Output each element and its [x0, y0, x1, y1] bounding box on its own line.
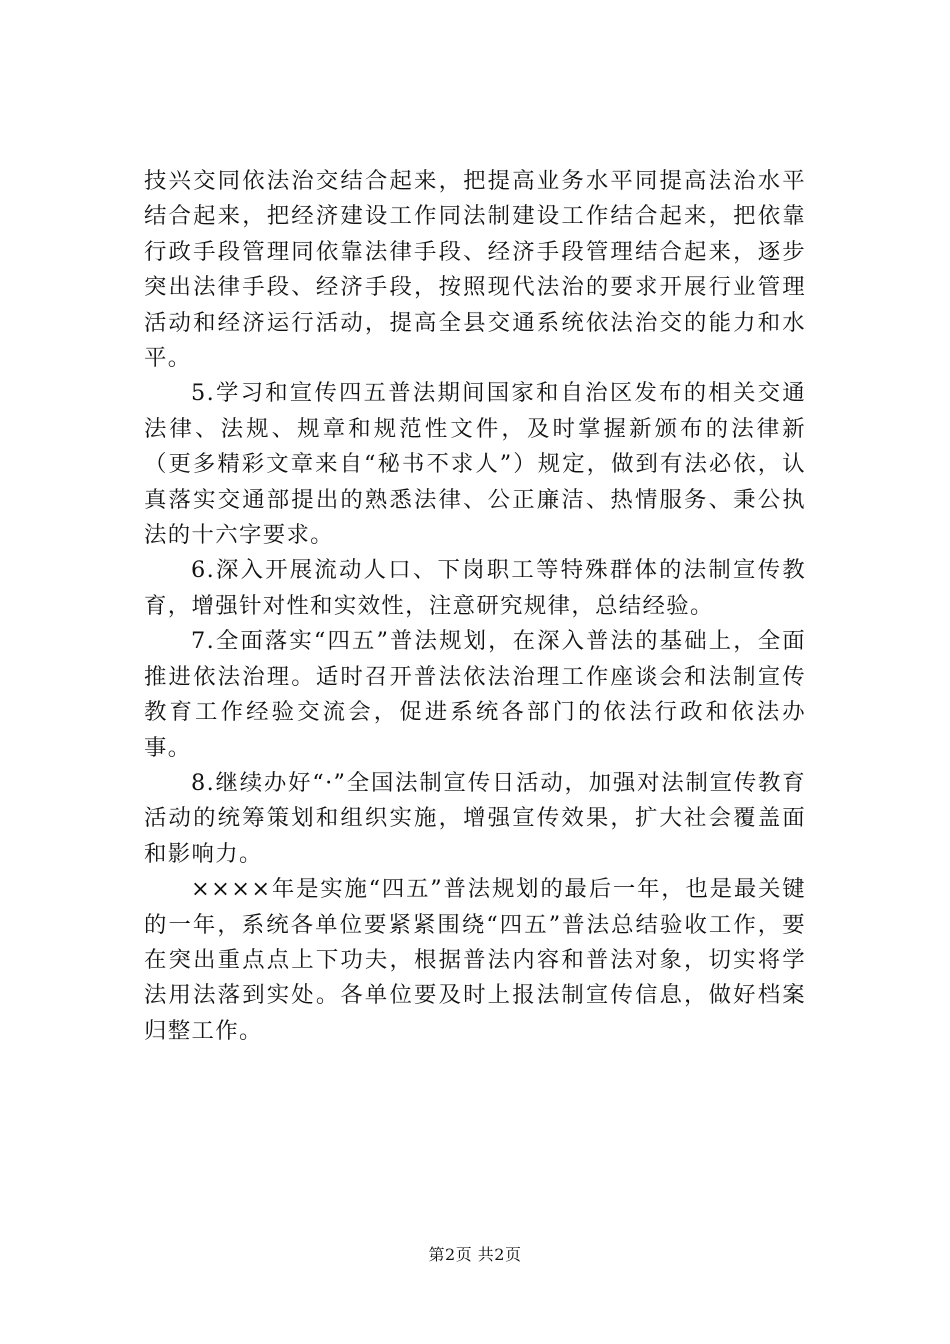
paragraph-closing: ××××年是实施“四五”普法规划的最后一年，也是最关键的一年，系统各单位要紧紧围绕“四五”普法总结验收工作，要在突出重点点上下功夫，根据普法内容和普法对象，切实将学法用法落到实处。各单位要及时上报法制宣传信息，做好档案归整工作。 — [144, 876, 806, 1044]
page-footer — [0, 1243, 950, 1267]
paragraph-item-7: 7.全面落实“四五”普法规划，在深入普法的基础上，全面推进依法治理。适时召开普法依法治理工作座谈会和法制宣传教育工作经验交流会，促进系统各部门的依法行政和依法办事。 — [144, 628, 806, 761]
paragraph-item-5: 5.学习和宣传四五普法期间国家和自治区发布的相关交通法律、法规、规章和规范性文件，及时掌握新颁布的法律新（更多精彩文章来自“秘书不求人”）规定，做到有法必依，认真落实交通部提出的熟悉法律、公正廉洁、热情服务、秉公执法的十六字要求。 — [144, 380, 806, 549]
document-body — [144, 164, 806, 1049]
paragraph-continuation: 技兴交同依法治交结合起来，把提高业务水平同提高法治水平结合起来，把经济建设工作同法制建设工作结合起来，把依靠行政手段管理同依靠法律手段、经济手段管理结合起来，逐步突出法律手段、经济手段，按照现代法治的要求开展行业管理活动和经济运行活动，提高全县交通系统依法治交的能力和水平。 — [144, 168, 806, 372]
page-number-label: 第2页 共2页 — [428, 1245, 522, 1264]
paragraph-item-6: 6.深入开展流动人口、下岗职工等特殊群体的法制宣传教育，增强针对性和实效性，注意研究规律，总结经验。 — [144, 557, 806, 619]
paragraph-item-8: 8.继续办好“·”全国法制宣传日活动，加强对法制宣传教育活动的统筹策划和组织实施，增强宣传效果，扩大社会覆盖面和影响力。 — [144, 769, 806, 867]
